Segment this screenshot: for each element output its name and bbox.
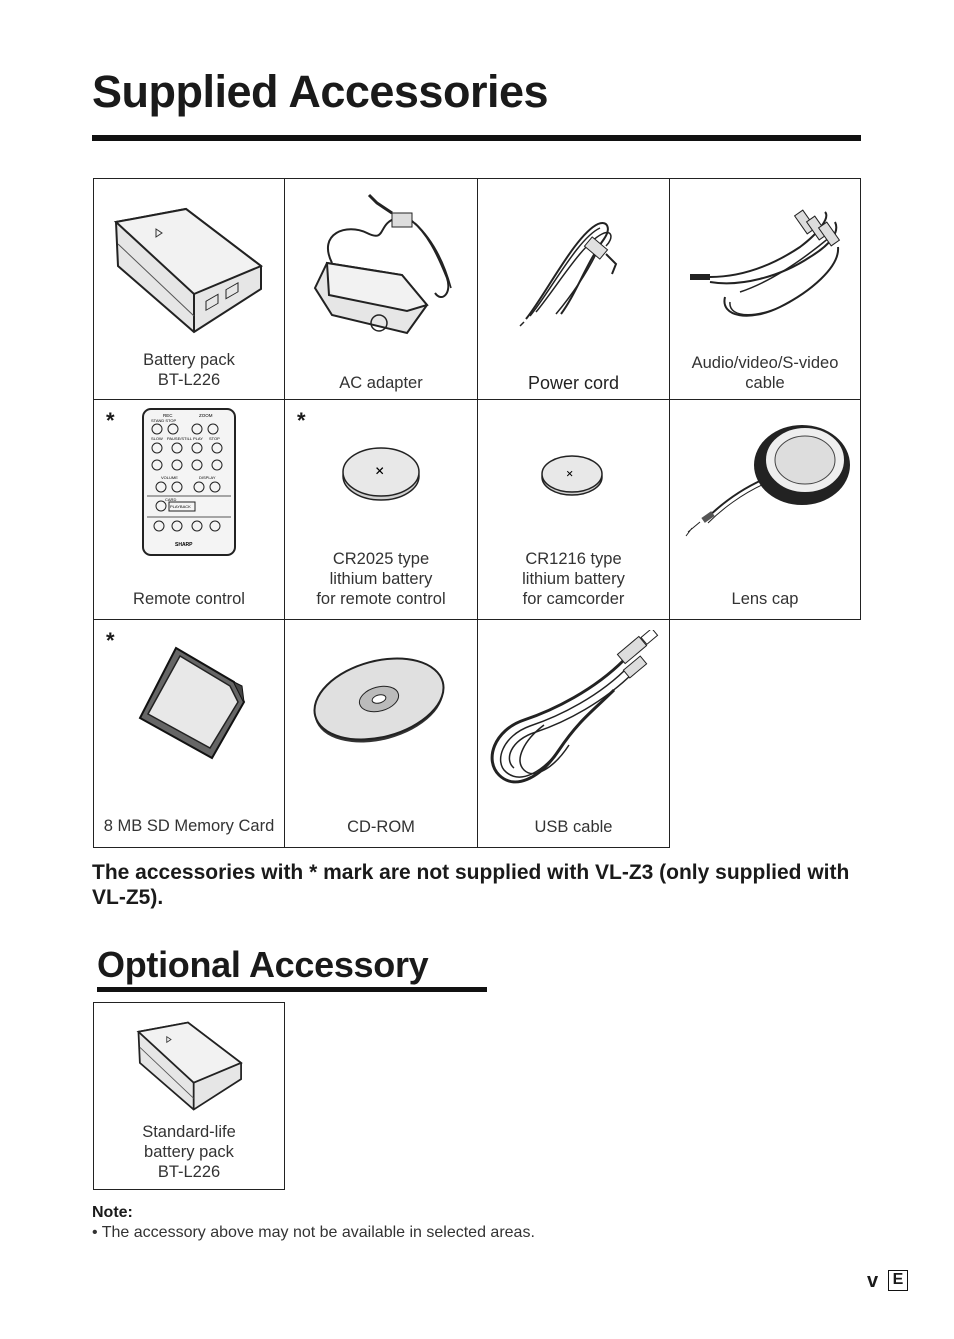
coin-battery-icon (341, 444, 421, 504)
power-cord-icon (516, 214, 636, 329)
note-label: Note: (92, 1204, 133, 1221)
note-text: • The accessory above may not be available in selected areas. (92, 1224, 535, 1241)
page-number: v (867, 1270, 879, 1292)
accessory-cr1216-battery (477, 399, 670, 620)
accessory-cd-rom (284, 619, 478, 848)
accessory-caption: Lens cap (731, 590, 799, 608)
ac-adapter-icon (307, 193, 457, 343)
star-mark: * (106, 408, 115, 433)
remote-label-slow: SLOW (151, 436, 163, 441)
accessory-caption: Power cord (527, 373, 620, 393)
plus-mark: + (368, 459, 391, 482)
optional-accessory-battery-pack (93, 1002, 285, 1190)
accessory-sd-card (93, 619, 285, 848)
language-badge: E (888, 1270, 908, 1291)
plus-mark: + (561, 464, 579, 482)
accessory-av-cable (669, 178, 861, 400)
title-rule (92, 135, 861, 141)
accessory-caption: USB cable (534, 818, 613, 836)
star-mark: * (297, 408, 306, 433)
accessory-caption: CD-ROM (347, 818, 415, 836)
accessory-caption: Battery pack BT-L226 (143, 351, 235, 389)
accessory-caption: CR2025 type lithium battery for remote control (316, 550, 446, 608)
av-cable-icon (680, 207, 850, 327)
star-mark: * (106, 628, 115, 653)
remote-label-display: DISPLAY (199, 475, 216, 480)
remote-label-rec: REC (163, 413, 173, 418)
remote-control-icon (141, 407, 237, 557)
supply-notice: The accessories with * mark are not supplied with VL-Z3 (only supplied with VL-Z5). (92, 861, 850, 909)
accessory-ac-adapter (284, 178, 478, 400)
remote-label-pause-still: PAUSE/STILL (167, 436, 193, 441)
usb-cable-icon (484, 630, 664, 800)
cd-rom-icon (309, 654, 449, 744)
accessory-caption: Remote control (133, 590, 245, 608)
coin-battery-small-icon (540, 452, 604, 498)
remote-label-card: CARD (165, 497, 177, 502)
remote-label-stand-stop: STAND STOP (151, 418, 177, 423)
accessory-caption: 8 MB SD Memory Card (103, 817, 275, 835)
remote-label-play: PLAY (193, 436, 203, 441)
remote-label-playback: PLAYBACK (170, 504, 191, 509)
remote-label-zoom: ZOOM (199, 413, 213, 418)
lens-cap-icon (680, 410, 850, 550)
accessory-cr2025-battery (284, 399, 478, 620)
accessory-caption: AC adapter (339, 374, 423, 392)
remote-label-stop: STOP (209, 436, 220, 441)
optional-accessory-title: Optional Accessory (97, 944, 429, 985)
accessory-power-cord (477, 178, 670, 400)
accessory-caption: Audio/video/S-video cable (691, 354, 839, 392)
accessory-usb-cable (477, 619, 670, 848)
optional-title-rule (97, 987, 487, 992)
remote-brand-logo: SHARP (175, 542, 193, 548)
remote-label-volume: VOLUME (161, 475, 178, 480)
accessory-caption: Standard-life battery pack BT-L226 (142, 1123, 236, 1181)
accessory-remote-control (93, 399, 285, 620)
accessory-lens-cap (669, 399, 861, 620)
battery-pack-icon (106, 204, 266, 334)
sd-card-icon (134, 642, 254, 762)
page-title: Supplied Accessories (92, 66, 549, 117)
battery-pack-icon (128, 1019, 248, 1111)
accessory-caption: CR1216 type lithium battery for camcorder (522, 550, 625, 608)
accessory-battery-pack (93, 178, 285, 400)
